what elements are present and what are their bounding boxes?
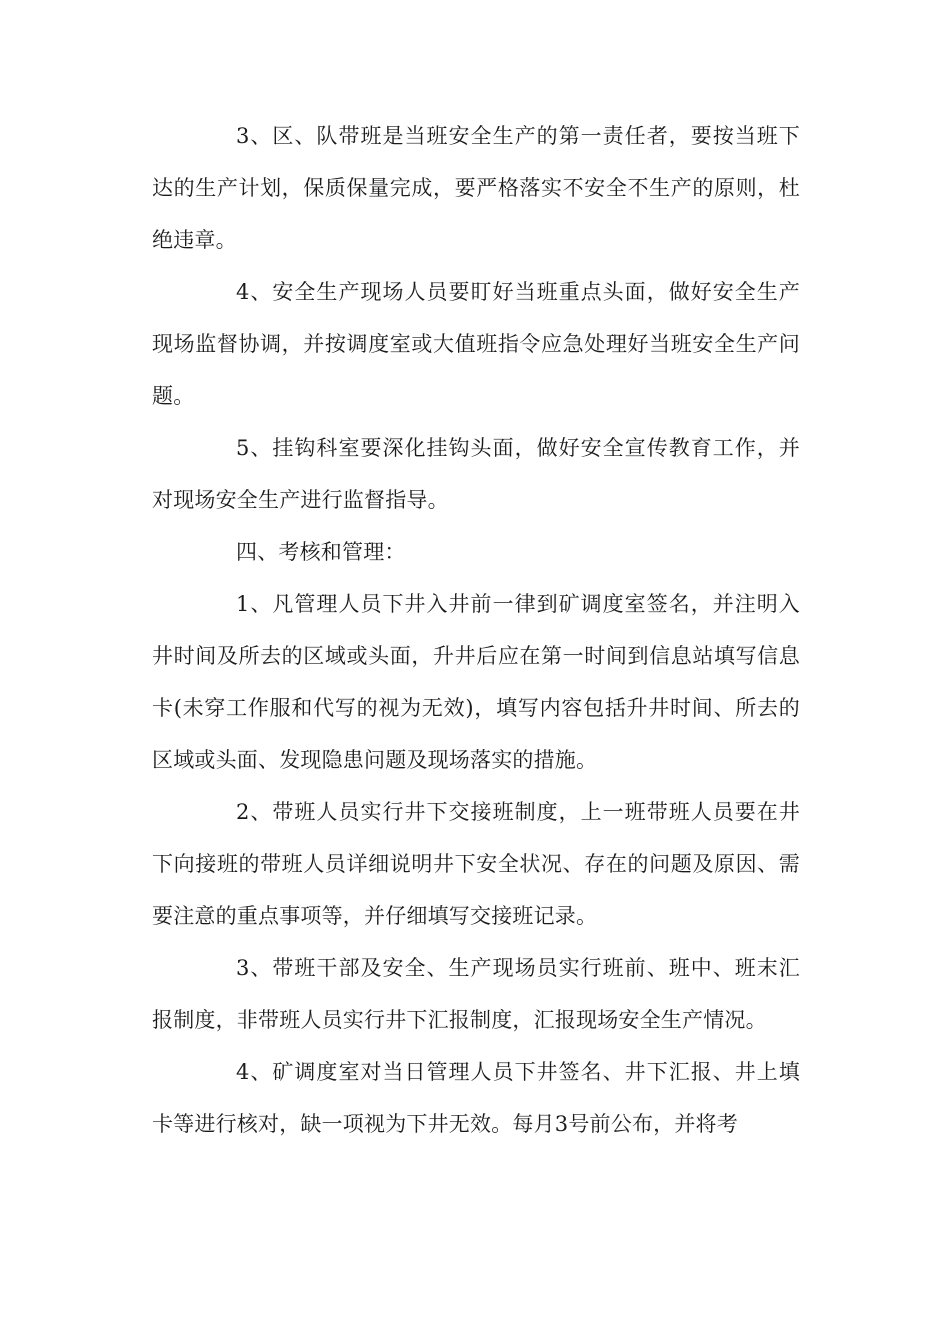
paragraph-item-3-reporting: 3、带班干部及安全、生产现场员实行班前、班中、班末汇报制度，非带班人员实行井下汇报制度，汇报现场安全生产情况。 <box>152 956 800 1032</box>
paragraph-item-2-handover: 2、带班人员实行井下交接班制度，上一班带班人员要在井下向接班的带班人员详细说明井下安全状况、存在的问题及原因、需要注意的重点事项等，并仔细填写交接班记录。 <box>152 800 800 928</box>
paragraph-item-5-liaison-office: 5、挂钩科室要深化挂钩头面，做好安全宣传教育工作，并对现场安全生产进行监督指导。 <box>152 436 800 512</box>
paragraph-item-4-verification: 4、矿调度室对当日管理人员下井签名、井下汇报、井上填卡等进行核对，缺一项视为下井无效。每月3号前公布，并将考 <box>152 1060 800 1136</box>
paragraph-item-3-shift-leader: 3、区、队带班是当班安全生产的第一责任者，要按当班下达的生产计划，保质保量完成，要严格落实不安全不生产的原则，杜绝违章。 <box>152 124 800 252</box>
paragraph-item-4-site-staff: 4、安全生产现场人员要盯好当班重点头面，做好安全生产现场监督协调，并按调度室或大值班指令应急处理好当班安全生产问题。 <box>152 280 800 408</box>
document-body <box>152 110 800 1150</box>
section-heading-assessment: 四、考核和管理： <box>236 540 406 564</box>
paragraph-item-1-sign-in: 1、凡管理人员下井入井前一律到矿调度室签名，并注明入井时间及所去的区域或头面，升井后应在第一时间到信息站填写信息卡(未穿工作服和代写的视为无效)，填写内容包括升井时间、所去的区域或头面、发现隐患问题及现场落实的措施。 <box>152 592 800 772</box>
